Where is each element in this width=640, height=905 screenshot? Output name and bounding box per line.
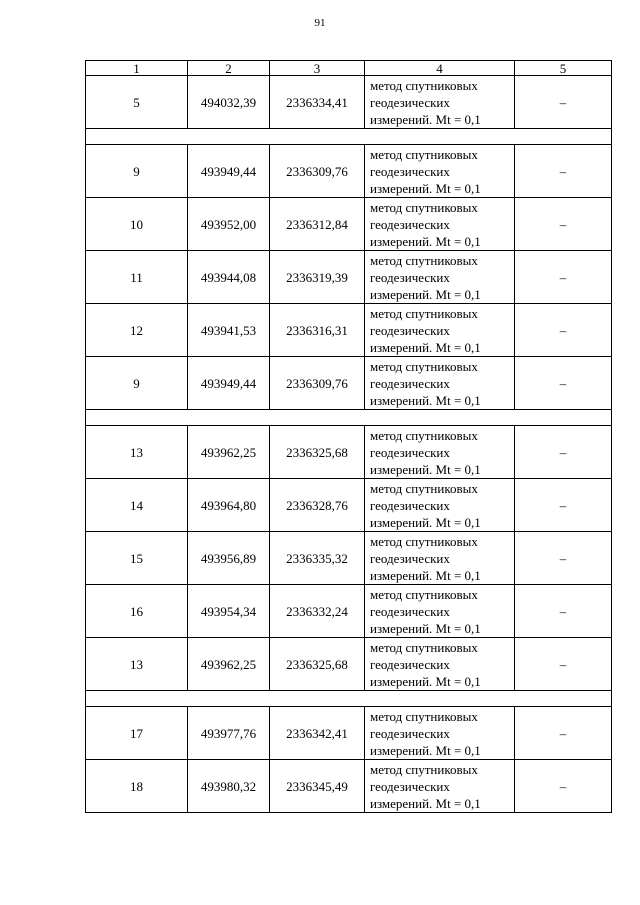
- note-cell: –: [515, 426, 612, 479]
- spacer-cell: [86, 129, 612, 145]
- point-number: 16: [86, 585, 188, 638]
- coord-x: 493962,25: [188, 638, 270, 691]
- table-row: [86, 145, 612, 198]
- point-number: 11: [86, 251, 188, 304]
- coord-x: 493952,00: [188, 198, 270, 251]
- point-number: 17: [86, 707, 188, 760]
- spacer-row: [86, 410, 612, 426]
- header-row: [86, 61, 612, 76]
- header-cell: 4: [365, 61, 515, 76]
- method-cell: метод спутниковых геодезических измерений. Mt = 0,1: [365, 638, 515, 691]
- coord-y: 2336345,49: [270, 760, 365, 813]
- method-cell: метод спутниковых геодезических измерений. Mt = 0,1: [365, 357, 515, 410]
- table-row: [86, 707, 612, 760]
- coord-y: 2336309,76: [270, 357, 365, 410]
- note-cell: –: [515, 532, 612, 585]
- coord-x: 493962,25: [188, 426, 270, 479]
- coord-y: 2336309,76: [270, 145, 365, 198]
- spacer-row: [86, 129, 612, 145]
- table-row: [86, 426, 612, 479]
- coord-y: 2336334,41: [270, 76, 365, 129]
- note-cell: –: [515, 585, 612, 638]
- note-cell: –: [515, 638, 612, 691]
- header-cell: 1: [86, 61, 188, 76]
- point-number: 13: [86, 638, 188, 691]
- method-cell: метод спутниковых геодезических измерений. Mt = 0,1: [365, 198, 515, 251]
- coord-x: 493980,32: [188, 760, 270, 813]
- header-cell: 5: [515, 61, 612, 76]
- spacer-row: [86, 691, 612, 707]
- method-cell: метод спутниковых геодезических измерений. Mt = 0,1: [365, 532, 515, 585]
- header-cell: 2: [188, 61, 270, 76]
- table-row: [86, 532, 612, 585]
- note-cell: –: [515, 251, 612, 304]
- note-cell: –: [515, 304, 612, 357]
- point-number: 10: [86, 198, 188, 251]
- note-cell: –: [515, 760, 612, 813]
- table-row: [86, 479, 612, 532]
- point-number: 15: [86, 532, 188, 585]
- table-row: [86, 304, 612, 357]
- coord-y: 2336325,68: [270, 638, 365, 691]
- coord-y: 2336332,24: [270, 585, 365, 638]
- method-cell: метод спутниковых геодезических измерений. Mt = 0,1: [365, 251, 515, 304]
- point-number: 9: [86, 145, 188, 198]
- point-number: 9: [86, 357, 188, 410]
- point-number: 5: [86, 76, 188, 129]
- coord-y: 2336312,84: [270, 198, 365, 251]
- note-cell: –: [515, 479, 612, 532]
- note-cell: –: [515, 198, 612, 251]
- table-row: [86, 760, 612, 813]
- method-cell: метод спутниковых геодезических измерений. Mt = 0,1: [365, 76, 515, 129]
- coord-x: 493954,34: [188, 585, 270, 638]
- table-row: [86, 198, 612, 251]
- table-row: [86, 585, 612, 638]
- table-row: [86, 251, 612, 304]
- method-cell: метод спутниковых геодезических измерений. Mt = 0,1: [365, 479, 515, 532]
- coord-x: 493949,44: [188, 145, 270, 198]
- point-number: 12: [86, 304, 188, 357]
- coord-y: 2336316,31: [270, 304, 365, 357]
- method-cell: метод спутниковых геодезических измерений. Mt = 0,1: [365, 585, 515, 638]
- header-cell: 3: [270, 61, 365, 76]
- method-cell: метод спутниковых геодезических измерений. Mt = 0,1: [365, 760, 515, 813]
- page-number: 91: [314, 17, 326, 29]
- point-number: 18: [86, 760, 188, 813]
- coord-x: 494032,39: [188, 76, 270, 129]
- note-cell: –: [515, 357, 612, 410]
- note-cell: –: [515, 707, 612, 760]
- coord-x: 493977,76: [188, 707, 270, 760]
- spacer-cell: [86, 691, 612, 707]
- coord-y: 2336335,32: [270, 532, 365, 585]
- coordinates-table: [85, 60, 612, 813]
- method-cell: метод спутниковых геодезических измерений. Mt = 0,1: [365, 707, 515, 760]
- coord-y: 2336328,76: [270, 479, 365, 532]
- coord-x: 493949,44: [188, 357, 270, 410]
- table-row: [86, 638, 612, 691]
- spacer-cell: [86, 410, 612, 426]
- table-row: [86, 357, 612, 410]
- note-cell: –: [515, 145, 612, 198]
- coord-y: 2336319,39: [270, 251, 365, 304]
- point-number: 13: [86, 426, 188, 479]
- method-cell: метод спутниковых геодезических измерений. Mt = 0,1: [365, 304, 515, 357]
- coord-x: 493941,53: [188, 304, 270, 357]
- coord-x: 493944,08: [188, 251, 270, 304]
- coord-x: 493964,80: [188, 479, 270, 532]
- note-cell: –: [515, 76, 612, 129]
- method-cell: метод спутниковых геодезических измерений. Mt = 0,1: [365, 145, 515, 198]
- point-number: 14: [86, 479, 188, 532]
- method-cell: метод спутниковых геодезических измерений. Mt = 0,1: [365, 426, 515, 479]
- coord-y: 2336342,41: [270, 707, 365, 760]
- table-row: [86, 76, 612, 129]
- coord-y: 2336325,68: [270, 426, 365, 479]
- coord-x: 493956,89: [188, 532, 270, 585]
